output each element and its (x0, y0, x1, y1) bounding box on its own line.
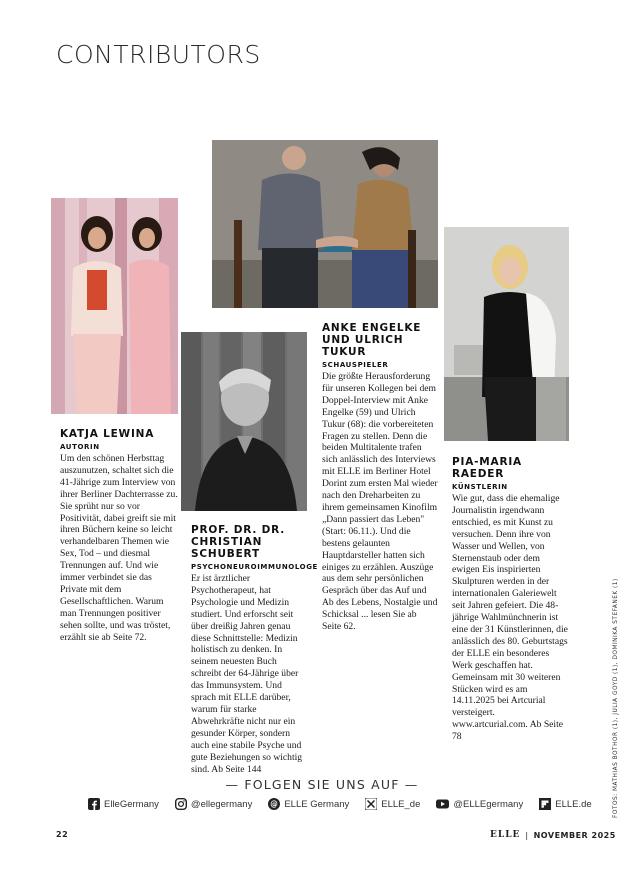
social-facebook[interactable] (88, 798, 159, 810)
contributor-name: PIA-MARIA RAEDER (452, 456, 522, 480)
contributor-name: ANKE ENGELKE UND ULRICH TUKUR (322, 322, 422, 358)
contributor-text: Er ist ärztlicher Psychotherapeut, hat Psychologie und Medizin studiert. Und erforscht seit über dreißig Jahren genau diese Schnittstelle: Medizin holistisch zu denken. In seinem neuesten Buch schreibt der 64-Jährige über das Immunsystem. Und sprach mit ELLE darüber, warum für starke Abwehrkräfte nicht nur ein gesunder Körper, sondern auch eine stabile Psyche und gute Beziehungen so wichtig sind. Ab Seite 144 (191, 573, 303, 775)
contributor-role: SCHAUSPIELER (322, 361, 389, 369)
social-instagram[interactable] (175, 798, 252, 810)
svg-text:@: @ (270, 799, 279, 809)
photo-pia-maria-raeder (444, 227, 569, 441)
contributor-pia-maria-raeder (452, 456, 568, 743)
page-title: CONTRIBUTORS (56, 40, 261, 69)
follow-heading: — FOLGEN SIE UNS AUF — (225, 777, 419, 792)
contributor-role: KÜNSTLERIN (452, 483, 508, 491)
footer-masthead (490, 830, 616, 840)
contributor-katja-lewina (60, 428, 178, 644)
x-icon (365, 798, 377, 810)
contributor-name: KATJA LEWINA (60, 428, 155, 440)
social-label: ELLE Germany (284, 798, 350, 810)
social-label: ELLE.de (555, 798, 592, 810)
contributor-text: Um den schönen Herbsttag auszunutzen, schaltet sich die 41-Jährige zum Interview von ihrer Berliner Dachterrasse zu. Sie sprüht nur so vor Positivität, dabei greift sie mit ihren Büchern keine so leicht verhandelbaren Themen wie Sex, Tod – und diesmal Trennungen auf. Und wie immer verbindet sie das Private mit dem Gesellschaftlichen. Warum man Trennungen positiver sehen sollte, und was tröstet, erzählt sie ab Seite 72. (60, 453, 178, 643)
social-label: ELLE_de (381, 798, 421, 810)
social-label: @ELLEgermany (453, 798, 524, 810)
footer-issue: NOVEMBER 2025 (533, 830, 616, 840)
youtube-icon (436, 798, 449, 810)
photo-katja-lewina (51, 198, 178, 414)
footer-magazine: ELLE (490, 830, 521, 840)
flipboard-icon (539, 798, 551, 810)
contributor-text: Die größte Herausforderung für unseren Kollegen bei dem Doppel-Interview mit Anke Engelke (59) und Ulrich Tukur (68): die vorbereiteten Fragen zu stellen. Denn die beiden Multitalente trafen sich anlässlich des Interviews mit ELLE im Berliner Hotel Dorint zum ersten Mal wieder nach den Dreharbeiten zu ihrem gemeinsamen Kinofilm „Dann passiert das Leben" (Start: 06.11.). Und die bestens gelaunten Hauptdarsteller hatten sich einiges zu erzählen. Auszüge aus dem sehr persönlichen Gespräch über das Auf und Ab des Lebens, Nostalgie und Schicksal ... lesen Sie ab Seite 62. (322, 371, 438, 633)
contributor-role: PSYCHONEUROIMMUNOLOGE (191, 563, 318, 571)
footer-divider: | (525, 830, 529, 840)
contributor-role: AUTORIN (60, 443, 100, 451)
contributor-text: Wie gut, dass die ehemalige Journalistin irgendwann entschied, es mit Kunst zu versuchen. Denn ihre von Wasser und Wellen, von Sternenstaub oder dem ewigen Eis inspirierten Skulpturen werden in der internationalen Galeriewelt seit Jahren gefeiert. Die 48-jährige Wahlmünchnerin ist eine der 31 Künstlerinnen, die anlässlich des 80. Geburtstags der ELLE ein besonderes Werk geschaffen hat. Gemeinsam mit 30 weiteren Stücken wird es am 14.11.2025 bei Artcurial versteigert. www.artcurial.com. Ab Seite 78 (452, 493, 568, 743)
social-flipboard[interactable] (539, 798, 591, 810)
contributor-engelke-tukur (322, 322, 438, 633)
threads-icon (268, 798, 280, 810)
social-threads[interactable] (268, 798, 349, 810)
photo-christian-schubert (181, 332, 307, 511)
social-x[interactable] (365, 798, 420, 810)
facebook-icon (88, 798, 100, 810)
social-links (88, 798, 592, 810)
photo-credit-text: FOTOS: MATHIAS BOTHOR (1), JULIA GOYD (1), DOMINIKA STEFANEK (1) (613, 578, 619, 818)
instagram-icon (175, 798, 187, 810)
contributor-christian-schubert (191, 524, 318, 775)
page-number: 22 (56, 830, 69, 839)
social-youtube[interactable] (436, 798, 523, 810)
photo-engelke-tukur (212, 140, 438, 308)
contributor-name: PROF. DR. DR. CHRISTIAN SCHUBERT (191, 524, 286, 560)
social-label: ElleGermany (104, 798, 159, 810)
social-label: @ellegermany (190, 798, 253, 810)
